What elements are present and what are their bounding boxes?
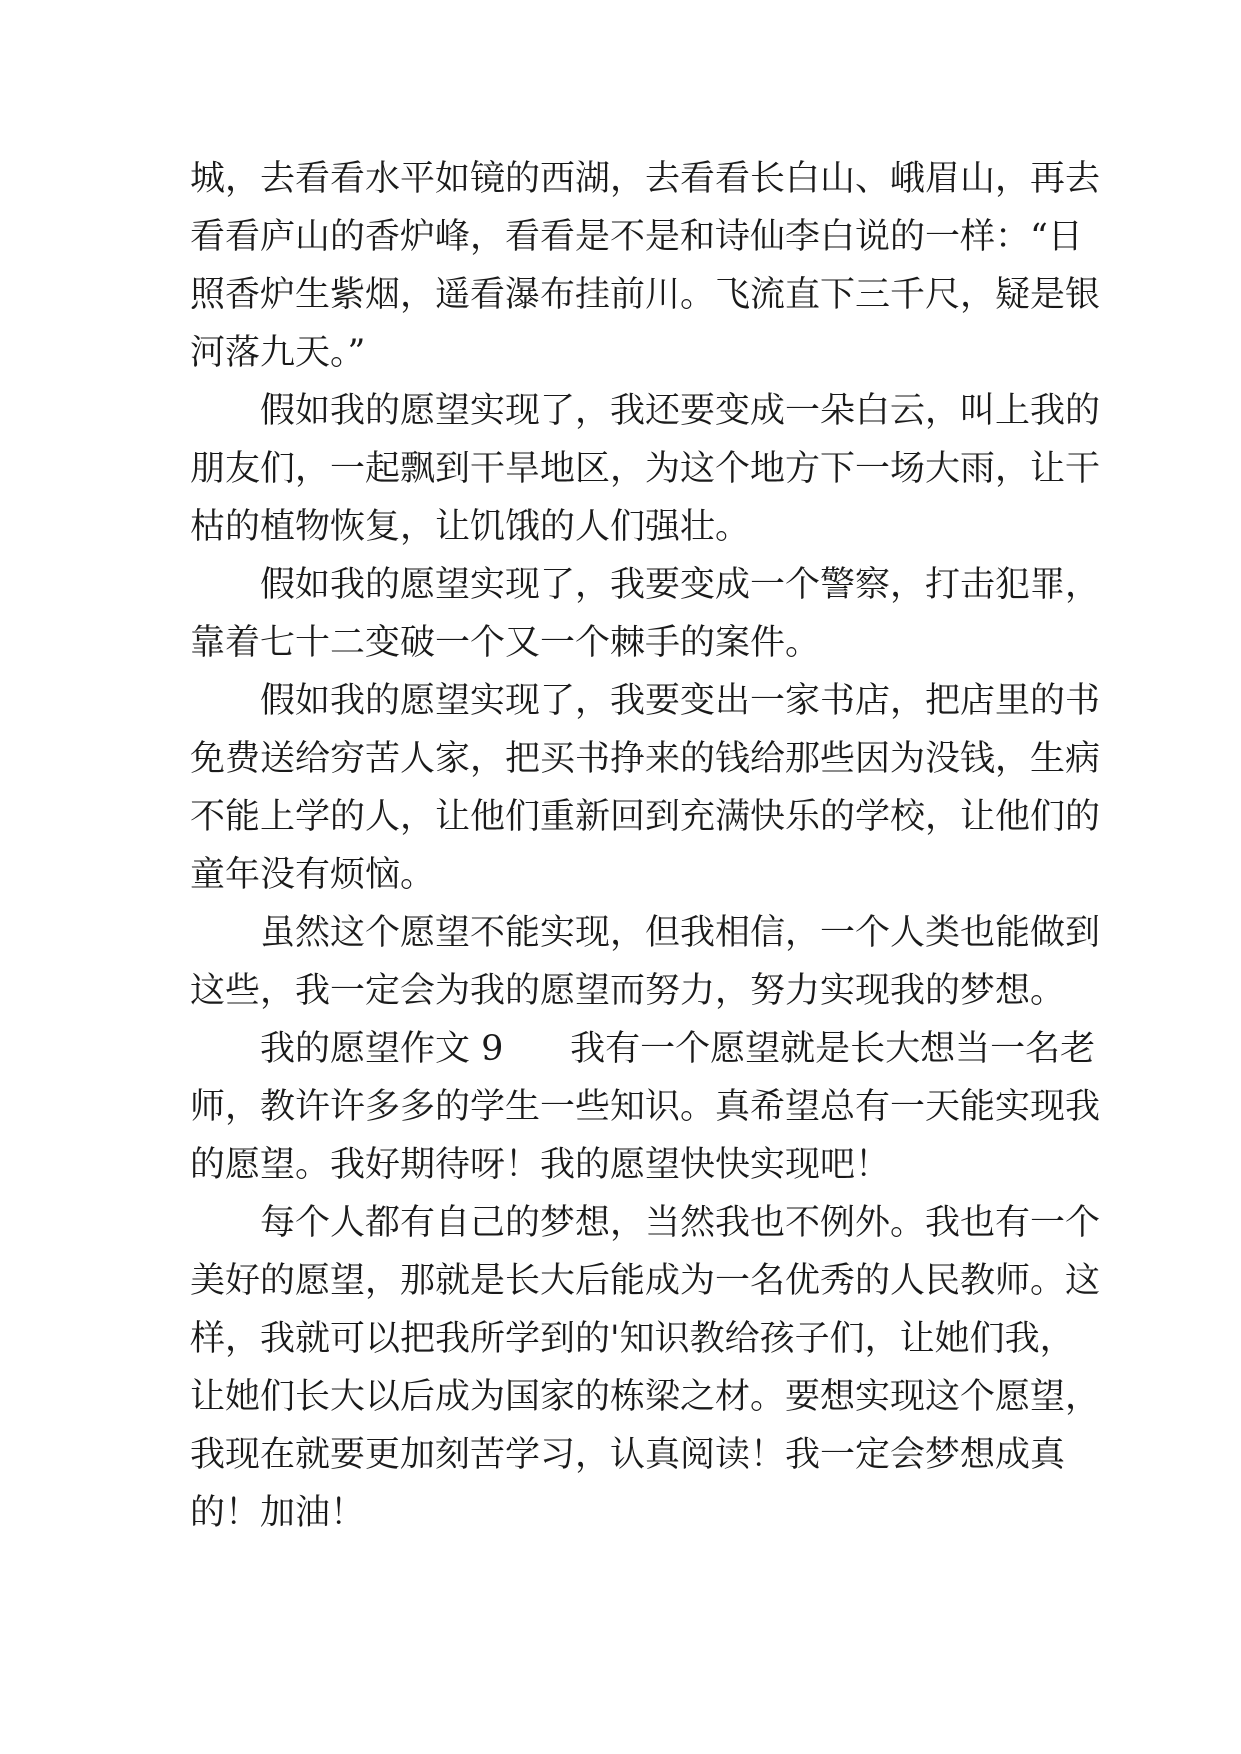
text-line: 师，教许许多多的学生一些知识。真希望总有一天能实现我 — [190, 1087, 1101, 1127]
text-line: 的！加油！ — [190, 1493, 366, 1533]
text-line: 这些，我一定会为我的愿望而努力，努力实现我的梦想。 — [190, 971, 1066, 1011]
paragraph-first-line: 虽然这个愿望不能实现，但我相信，一个人类也能做到 — [260, 913, 1101, 953]
text-line: 样，我就可以把我所学到的'知识教给孩子们，让她们我， — [190, 1319, 1075, 1359]
paragraph-first-line: 假如我的愿望实现了，我要变成一个警察，打击犯罪， — [260, 565, 1101, 605]
text-line: 看看庐山的香炉峰，看看是不是和诗仙李白说的一样：“日 — [190, 217, 1083, 257]
text-line: 让她们长大以后成为国家的栋梁之材。要想实现这个愿望， — [190, 1377, 1101, 1417]
text-line: 朋友们，一起飘到干旱地区，为这个地方下一场大雨，让干 — [190, 449, 1101, 489]
paragraph-first-line: 假如我的愿望实现了，我要变出一家书店，把店里的书 — [260, 681, 1101, 721]
text-line: 免费送给穷苦人家，把买书挣来的钱给那些因为没钱，生病 — [190, 739, 1101, 779]
text-line: 童年没有烦恼。 — [190, 855, 436, 895]
text-line: 照香炉生紫烟，遥看瀑布挂前川。飞流直下三千尺，疑是银 — [190, 275, 1101, 315]
text-line: 我现在就要更加刻苦学习，认真阅读！我一定会梦想成真 — [190, 1435, 1066, 1475]
paragraph-first-line: 每个人都有自己的梦想，当然我也不例外。我也有一个 — [260, 1203, 1101, 1243]
document-body — [190, 150, 1101, 1542]
text-line: 的愿望。我好期待呀！我的愿望快快实现吧！ — [190, 1145, 891, 1185]
text-line: 不能上学的人，让他们重新回到充满快乐的学校，让他们的 — [190, 797, 1101, 837]
text-line: 美好的愿望，那就是长大后能成为一名优秀的人民教师。这 — [190, 1261, 1101, 1301]
text-line: 靠着七十二变破一个又一个棘手的案件。 — [190, 623, 821, 663]
text-line: 枯的植物恢复，让饥饿的人们强壮。 — [190, 507, 751, 547]
text-line: 城，去看看水平如镜的西湖，去看看长白山、峨眉山，再去 — [190, 159, 1101, 199]
paragraph-first-line: 我的愿望作文 9 我有一个愿望就是长大想当一名老 — [260, 1029, 1096, 1069]
paragraph-first-line: 假如我的愿望实现了，我还要变成一朵白云，叫上我的 — [260, 391, 1101, 431]
text-line: 河落九天。” — [190, 333, 366, 373]
